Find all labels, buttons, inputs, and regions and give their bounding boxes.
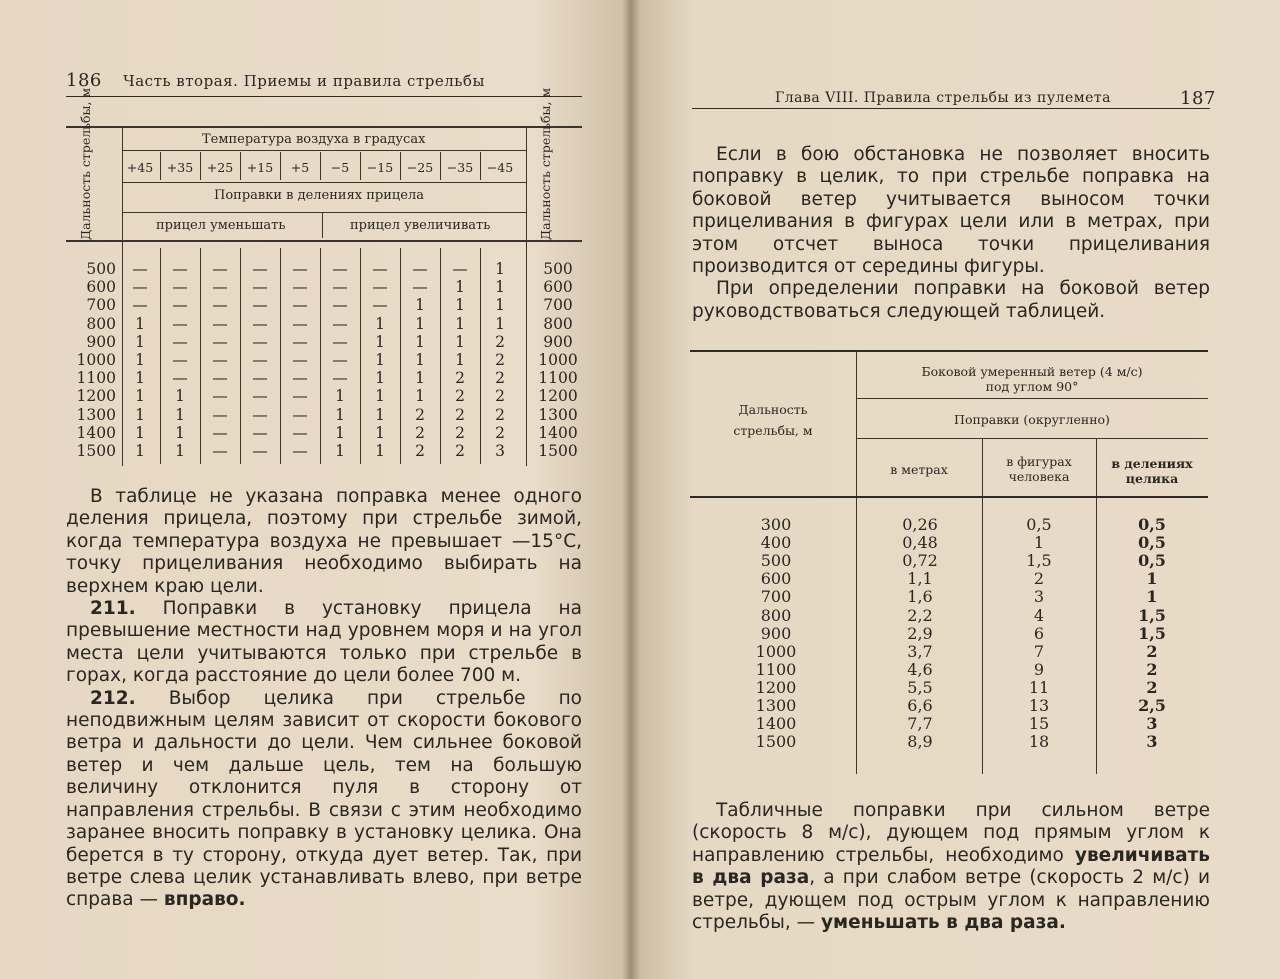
wind-range-cell: 600 <box>760 569 792 589</box>
correction-cell: — <box>252 278 268 297</box>
left-running-head: Часть вторая. Приемы и правила стрельбы <box>123 72 485 90</box>
range-right: 500 <box>543 260 573 278</box>
wind-header <box>856 364 1208 394</box>
range-right: 1000 <box>538 351 578 369</box>
wind-figures-cell: 0,5 <box>1026 515 1052 534</box>
increase-label: прицел увеличивать <box>350 218 491 233</box>
correction-cell: — <box>252 332 268 351</box>
range-right: 1400 <box>538 423 578 442</box>
correction-cell: 1 <box>415 387 425 406</box>
correction-cell: — <box>412 278 428 297</box>
wind-divisions-cell: 0,5 <box>1138 533 1166 553</box>
correction-cell: — <box>252 260 268 278</box>
wind-figures-cell: 11 <box>1028 677 1050 697</box>
wind-meters-cell: 4,6 <box>907 659 933 679</box>
correction-cell: — <box>172 332 188 351</box>
correction-cell: — <box>412 260 428 278</box>
correction-cell: 1 <box>495 314 505 333</box>
correction-cell: 1 <box>175 405 185 424</box>
wind-header-1: Боковой умеренный ветер (4 м/с) <box>921 364 1143 379</box>
paragraph-212-text: Выбор целика при стрельбе по неподвижным целям зависит от скорости бокового ветра и дальности до цели. Чем сильнее боковой ветер и чем дальше цель, тем на большую величину отклонится пуля в сторону от направления стрельбы. В связи с этим необходимо заранее вносить поправку в установку целика. Она берется в ту сторону, откуда дует ветер. Так, при ветре слева целик устанавливать влево, при ветре справа — <box>66 687 582 911</box>
correction-cell: — <box>212 387 228 406</box>
correction-cell: 2 <box>455 387 465 406</box>
correction-cell: — <box>212 332 228 351</box>
correction-cell: — <box>132 296 148 315</box>
correction-cell: — <box>252 314 268 333</box>
correction-cell: — <box>252 369 268 388</box>
col-figures-2: человека <box>1008 469 1070 484</box>
range-left: 1300 <box>76 405 116 424</box>
correction-cell: 1 <box>375 387 385 406</box>
wind-range-cell: 300 <box>760 515 792 534</box>
temp-col-header: +25 <box>206 160 234 175</box>
correction-cell: 1 <box>375 442 385 460</box>
correction-cell: — <box>252 423 268 442</box>
left-header <box>66 70 485 91</box>
correction-cell: 1 <box>495 296 505 315</box>
correction-cell: 2 <box>495 369 505 388</box>
correction-cell: 1 <box>135 442 145 460</box>
temp-col-header: +15 <box>246 160 274 175</box>
temp-col-header: −35 <box>446 160 474 175</box>
temp-col-header: +45 <box>126 160 154 175</box>
range-left: 800 <box>86 314 116 333</box>
correction-cell: — <box>252 387 268 406</box>
correction-cell: 1 <box>175 442 185 460</box>
correction-cell: 2 <box>455 442 465 460</box>
paragraph-211 <box>66 598 582 688</box>
correction-cell: — <box>172 260 188 278</box>
correction-cell: — <box>332 296 348 315</box>
correction-cell: — <box>212 442 228 460</box>
col-divisions <box>1096 456 1208 486</box>
wind-figures-cell: 3 <box>1033 587 1045 607</box>
paragraph-211-number: 211. <box>90 598 136 620</box>
paragraph-211-text: Поправки в установку прицела на превышение местности над уровнем моря и на угол места цели учитываются только при стрельбе в горах, когда расстояние до цели более 700 м. <box>66 598 582 687</box>
range-label-right: Дальность стрельбы, м <box>538 87 553 240</box>
correction-cell: — <box>372 278 388 297</box>
correction-cell: — <box>212 260 228 278</box>
wind-table <box>690 350 1210 775</box>
correction-cell: — <box>332 314 348 333</box>
temp-col-header: −25 <box>406 160 434 175</box>
correction-cell: — <box>252 405 268 424</box>
col-divisions-1: в делениях <box>1111 456 1193 471</box>
left-page-number: 186 <box>66 70 102 91</box>
paragraph-sight-correction: Если в бою обстановка не позволяет вносить поправку в целик, то при стрельбе поправка на боковой ветер учитывается выносом точки прицеливания в фигурах цели или в метрах, при этом отсчет выноса точки прицеливания производится от середины фигуры. <box>692 144 1210 278</box>
wind-range-cell: 700 <box>760 587 792 607</box>
correction-cell: — <box>212 351 228 369</box>
correction-cell: 1 <box>135 314 145 333</box>
range-left: 1500 <box>76 442 116 460</box>
right-running-head: Глава VIII. Правила стрельбы из пулемета <box>775 90 1112 106</box>
wind-divisions-cell: 2,5 <box>1138 696 1166 715</box>
correction-cell: 2 <box>495 332 505 351</box>
correction-cell: — <box>212 278 228 297</box>
correction-cell: 2 <box>495 387 505 406</box>
wind-range-cell: 400 <box>760 533 792 553</box>
correction-cell: — <box>212 423 228 442</box>
wind-range-cell: 1100 <box>755 659 797 679</box>
correction-cell: 1 <box>135 332 145 351</box>
wind-range-label <box>690 402 856 438</box>
right-body-text-bottom <box>692 800 1210 934</box>
correction-cell: — <box>212 405 228 424</box>
wind-figures-cell: 6 <box>1033 623 1045 643</box>
wind-figures-cell: 9 <box>1033 659 1045 679</box>
wind-divisions-cell: 0,5 <box>1138 551 1166 571</box>
correction-cell: — <box>292 314 308 333</box>
correction-cell: 1 <box>415 332 425 351</box>
wind-meters-cell: 1,1 <box>907 569 933 589</box>
right-body-text-top <box>692 144 1210 323</box>
range-label-left: Дальность стрельбы, м <box>78 87 93 240</box>
correction-cell: — <box>332 351 348 369</box>
strong-wind-text-b: , а при слабом ветре (скорость 2 м/с) и ветре, дующем под острым углом к направлению стрельбы, — <box>692 867 1210 934</box>
correction-cell: 1 <box>335 387 345 406</box>
correction-cell: 3 <box>495 442 505 460</box>
wind-range-cell: 1200 <box>755 677 797 697</box>
correction-cell: — <box>292 278 308 297</box>
correction-cell: — <box>292 442 308 460</box>
wind-divisions-cell: 2 <box>1146 641 1158 661</box>
range-left: 1200 <box>76 387 116 406</box>
correction-cell: — <box>172 314 188 333</box>
wind-figures-cell: 18 <box>1028 732 1050 752</box>
strong-wind-bold-1: увеличивать в два раза <box>692 844 1210 889</box>
correction-cell: 1 <box>455 314 465 333</box>
correction-cell: — <box>212 314 228 333</box>
correction-cell: — <box>292 387 308 406</box>
correction-cell: 2 <box>415 405 425 424</box>
left-header-rule <box>66 96 582 97</box>
range-left: 500 <box>86 260 116 278</box>
range-right: 700 <box>543 296 573 315</box>
correction-cell: 1 <box>135 369 145 388</box>
wind-divisions-cell: 1 <box>1146 587 1158 607</box>
correction-cell: — <box>132 278 148 297</box>
wind-divisions-cell: 0,5 <box>1138 515 1166 534</box>
wind-divisions-cell: 1,5 <box>1138 605 1166 625</box>
range-left: 1400 <box>76 423 116 442</box>
wind-meters-cell: 0,48 <box>902 533 938 553</box>
correction-cell: — <box>252 296 268 315</box>
correction-cell: — <box>252 442 268 460</box>
strong-wind-bold-2: уменьшать в два раза. <box>820 912 1066 934</box>
wind-meters-cell: 8,9 <box>907 732 933 752</box>
right-header-rule <box>692 108 1210 109</box>
paragraph-212 <box>66 688 582 912</box>
correction-cell: — <box>292 351 308 369</box>
correction-cell: — <box>332 260 348 278</box>
correction-cell: 2 <box>495 351 505 369</box>
temperature-table <box>66 87 582 466</box>
wind-figures-cell: 2 <box>1033 569 1045 589</box>
corrections-header: Поправки в делениях прицела <box>214 188 424 203</box>
wind-range-cell: 1000 <box>755 641 797 661</box>
temp-col-header: −45 <box>486 160 514 175</box>
correction-cell: 1 <box>175 423 185 442</box>
book-gutter <box>622 0 640 979</box>
col-divisions-2: целика <box>1125 471 1179 486</box>
col-figures-1: в фигурах <box>1006 454 1072 469</box>
col-meters: в метрах <box>890 462 948 477</box>
strong-wind-text-a: Табличные поправки при сильном ветре (скорость 8 м/с), дующем под прямым углом к направлению стрельбы, необходимо <box>692 800 1210 866</box>
wind-meters-cell: 0,26 <box>902 515 938 534</box>
correction-cell: 1 <box>375 405 385 424</box>
correction-cell: 1 <box>135 351 145 369</box>
wind-figures-cell: 13 <box>1028 696 1050 715</box>
range-right: 1200 <box>538 387 578 406</box>
correction-cell: 1 <box>455 332 465 351</box>
wind-header-2: под углом 90° <box>985 379 1079 394</box>
correction-cell: — <box>172 369 188 388</box>
correction-cell: 1 <box>455 351 465 369</box>
wind-figures-cell: 7 <box>1033 641 1045 661</box>
correction-cell: 1 <box>135 387 145 406</box>
range-right: 900 <box>543 332 573 351</box>
correction-cell: 1 <box>335 423 345 442</box>
correction-cell: 1 <box>375 351 385 369</box>
correction-cell: 1 <box>375 332 385 351</box>
wind-divisions-cell: 2 <box>1146 677 1158 697</box>
correction-cell: 1 <box>135 423 145 442</box>
right-page-number: 187 <box>1180 88 1216 109</box>
correction-cell: 1 <box>455 296 465 315</box>
correction-cell: 1 <box>415 369 425 388</box>
correction-cell: 1 <box>335 442 345 460</box>
wind-figures-cell: 1 <box>1033 533 1045 553</box>
decrease-label: прицел уменьшать <box>156 218 286 233</box>
range-right: 1300 <box>538 405 578 424</box>
correction-cell: — <box>292 369 308 388</box>
correction-cell: 1 <box>175 387 185 406</box>
correction-cell: — <box>292 423 308 442</box>
temp-col-header: −15 <box>366 160 394 175</box>
range-right: 600 <box>543 278 573 297</box>
wind-range-cell: 800 <box>760 605 792 625</box>
wind-range-cell: 1400 <box>755 714 797 734</box>
correction-cell: — <box>172 278 188 297</box>
correction-cell: — <box>332 369 348 388</box>
temp-col-header: −5 <box>330 160 350 175</box>
correction-cell: 2 <box>495 423 505 442</box>
wind-meters-cell: 6,6 <box>907 696 933 715</box>
range-left: 700 <box>86 296 116 315</box>
wind-divisions-cell: 1 <box>1146 569 1158 589</box>
range-left: 1100 <box>76 369 116 388</box>
wind-figures-cell: 15 <box>1028 714 1050 734</box>
correction-cell: 1 <box>335 405 345 424</box>
wind-meters-cell: 3,7 <box>907 641 933 661</box>
left-body-text <box>66 486 582 912</box>
correction-cell: 1 <box>415 314 425 333</box>
range-right: 800 <box>543 314 573 333</box>
range-right: 1100 <box>538 369 578 388</box>
col-figures <box>982 454 1096 484</box>
wind-range-cell: 900 <box>760 623 792 643</box>
correction-cell: — <box>212 369 228 388</box>
range-left: 900 <box>86 332 116 351</box>
correction-cell: — <box>212 296 228 315</box>
paragraph-table-intro: При определении поправки на боковой ветер руководствоваться следующей таблицей. <box>692 278 1210 322</box>
correction-cell: — <box>292 260 308 278</box>
wind-range-label-2: стрельбы, м <box>733 423 813 438</box>
correction-cell: — <box>172 296 188 315</box>
paragraph-212-number: 212. <box>90 687 136 709</box>
correction-cell: — <box>252 351 268 369</box>
wind-meters-cell: 5,5 <box>907 677 933 697</box>
correction-cell: 1 <box>375 369 385 388</box>
temp-col-header: +35 <box>166 160 194 175</box>
wind-meters-cell: 2,9 <box>907 623 933 643</box>
correction-cell: — <box>372 260 388 278</box>
wind-divisions-cell: 3 <box>1146 732 1158 752</box>
range-left: 600 <box>86 278 116 297</box>
correction-cell: 1 <box>495 278 505 297</box>
wind-range-cell: 1500 <box>755 732 797 752</box>
correction-cell: 1 <box>375 423 385 442</box>
correction-cell: — <box>172 351 188 369</box>
wind-meters-cell: 2,2 <box>907 605 933 625</box>
correction-cell: 2 <box>455 369 465 388</box>
correction-cell: 2 <box>495 405 505 424</box>
wind-divisions-cell: 2 <box>1146 659 1158 679</box>
correction-cell: 1 <box>375 314 385 333</box>
wind-meters-cell: 7,7 <box>907 714 933 734</box>
wind-meters-cell: 1,6 <box>907 587 933 607</box>
wind-range-cell: 500 <box>760 551 792 571</box>
wind-meters-cell: 0,72 <box>902 551 938 571</box>
correction-cell: 2 <box>415 423 425 442</box>
correction-cell: — <box>292 405 308 424</box>
correction-cell: 2 <box>455 405 465 424</box>
correction-cell: — <box>332 332 348 351</box>
wind-corrections-header: Поправки (округленно) <box>954 412 1110 427</box>
wind-range-label-1: Дальность <box>738 402 808 417</box>
range-right: 1500 <box>538 442 578 460</box>
temp-header: Температура воздуха в градусах <box>202 132 426 147</box>
paragraph-strong-wind <box>692 800 1210 934</box>
correction-cell: — <box>292 296 308 315</box>
temp-col-header: +5 <box>290 160 310 175</box>
paragraph-212-bold: вправо. <box>163 889 246 911</box>
wind-figures-cell: 4 <box>1033 605 1045 625</box>
correction-cell: 1 <box>455 278 465 297</box>
correction-cell: 1 <box>495 260 505 278</box>
wind-range-cell: 1300 <box>755 696 797 715</box>
correction-cell: 2 <box>415 442 425 460</box>
correction-cell: — <box>372 296 388 315</box>
correction-cell: 2 <box>455 423 465 442</box>
range-left: 1000 <box>76 351 116 369</box>
correction-cell: 1 <box>135 405 145 424</box>
correction-cell: — <box>132 260 148 278</box>
correction-cell: 1 <box>415 351 425 369</box>
correction-cell: — <box>332 278 348 297</box>
paragraph-table-note: В таблице не указана поправка менее одного деления прицела, поэтому при стрельбе зимой, когда температура воздуха не превышает —15°С, точку прицеливания необходимо выбирать на верхнем краю цели. <box>66 486 582 597</box>
correction-cell: — <box>292 332 308 351</box>
wind-figures-cell: 1,5 <box>1026 551 1052 571</box>
wind-divisions-cell: 1,5 <box>1138 623 1166 643</box>
wind-divisions-cell: 3 <box>1146 714 1158 734</box>
correction-cell: 1 <box>415 296 425 315</box>
correction-cell: — <box>452 260 468 278</box>
